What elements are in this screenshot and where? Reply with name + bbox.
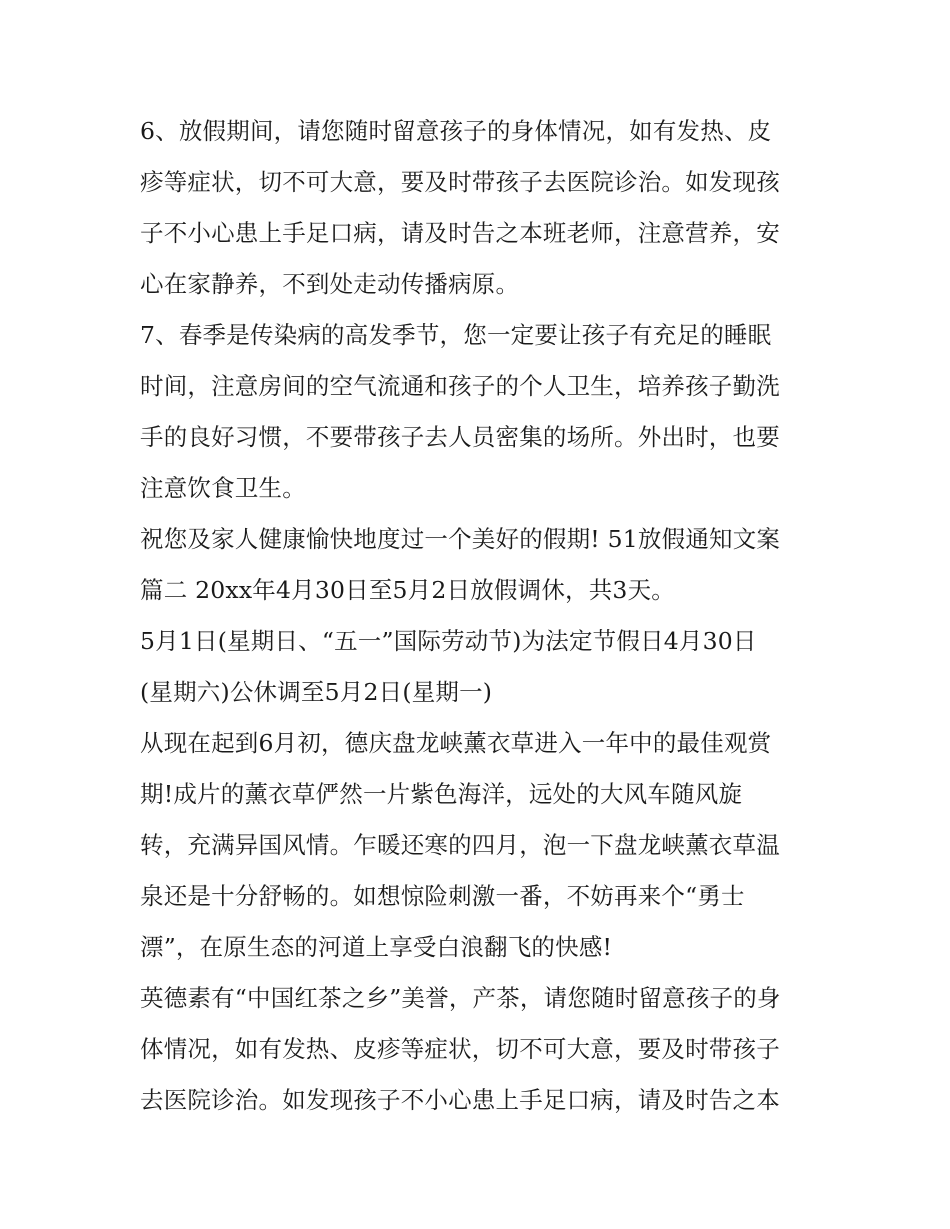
- text-line: 去医院诊治。如发现孩子不小心患上手足口病，请及时告之本: [140, 1086, 780, 1114]
- text-line: 5月1日(星期日、“五一”国际劳动节)为法定节假日4月30日: [140, 627, 757, 655]
- text-line: 从现在起到6月初，德庆盘龙峡薰衣草进入一年中的最佳观赏: [140, 729, 772, 757]
- text-line: 期!成片的薰衣草俨然一片紫色海洋，远处的大风车随风旋: [140, 780, 743, 808]
- text-line: 时间，注意房间的空气流通和孩子的个人卫生，培养孩子勤洗: [140, 372, 780, 400]
- text-line: 疹等症状，切不可大意，要及时带孩子去医院诊治。如发现孩: [140, 168, 780, 196]
- text-line: 心在家静养，不到处走动传播病原。: [140, 270, 520, 298]
- text-line: 子不小心患上手足口病，请及时告之本班老师，注意营养，安: [140, 219, 780, 247]
- text-line: 英德素有“中国红茶之乡”美誉，产茶，请您随时留意孩子的身: [140, 984, 781, 1012]
- document-body: [140, 106, 820, 1126]
- text-line: 转，充满异国风情。乍暖还寒的四月，泡一下盘龙峡薰衣草温: [140, 831, 780, 859]
- text-line: 手的良好习惯，不要带孩子去人员密集的场所。外出时，也要: [140, 423, 780, 451]
- text-line: 注意饮食卫生。: [140, 474, 306, 502]
- text-line: 祝您及家人健康愉快地度过一个美好的假期! 51放假通知文案: [140, 525, 781, 553]
- text-line: 6、放假期间，请您随时留意孩子的身体情况，如有发热、皮: [140, 117, 772, 145]
- text-line: 泉还是十分舒畅的。如想惊险刺激一番，不妨再来个“勇士: [140, 882, 745, 910]
- text-line: 漂”，在原生态的河道上享受白浪翻飞的快感!: [140, 933, 613, 961]
- text-line: 篇二 20xx年4月30日至5月2日放假调休，共3天。: [140, 576, 675, 604]
- text-line: (星期六)公休调至5月2日(星期一): [140, 678, 493, 706]
- text-line: 7、春季是传染病的高发季节，您一定要让孩子有充足的睡眠: [140, 321, 772, 349]
- text-line: 体情况，如有发热、皮疹等症状，切不可大意，要及时带孩子: [140, 1035, 780, 1063]
